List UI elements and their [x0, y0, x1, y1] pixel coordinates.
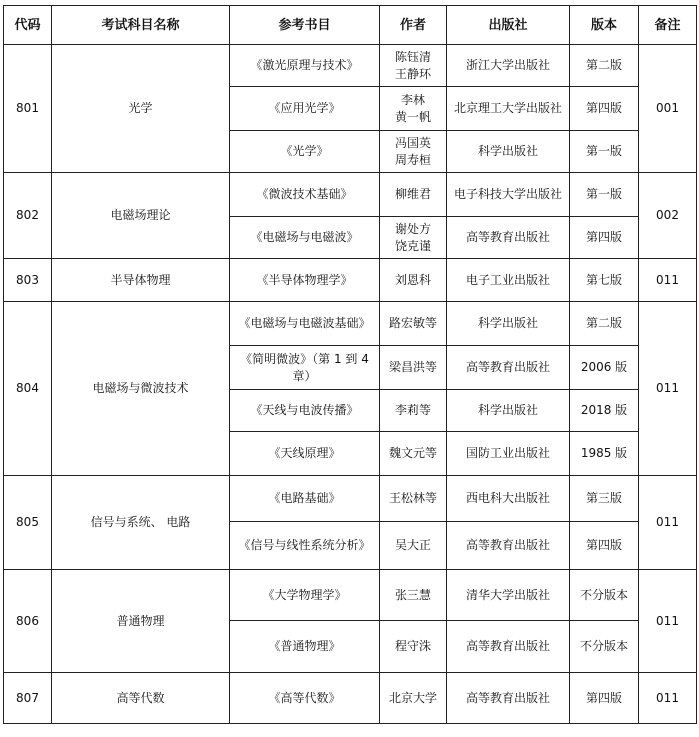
- exam-code: 802: [4, 173, 52, 259]
- header-subject: 考试科目名称: [52, 6, 230, 45]
- book-publisher: 高等教育出版社: [447, 217, 570, 259]
- header-row: [4, 6, 697, 45]
- table-row: [4, 173, 697, 217]
- exam-code: 801: [4, 45, 52, 173]
- exam-note: 001: [639, 45, 697, 173]
- book-author: 张三慧: [380, 570, 447, 621]
- book-title: 《普通物理》: [230, 621, 380, 673]
- book-publisher: 科学出版社: [447, 390, 570, 432]
- exam-subject: 信号与系统、 电路: [52, 476, 230, 570]
- exam-bibliography-table: [3, 5, 697, 724]
- exam-subject: 电磁场理论: [52, 173, 230, 259]
- book-title: 《激光原理与技术》: [230, 45, 380, 87]
- book-publisher: 科学出版社: [447, 131, 570, 173]
- book-edition: 第二版: [570, 302, 639, 346]
- book-edition: 第二版: [570, 45, 639, 87]
- book-author: 李莉等: [380, 390, 447, 432]
- exam-subject: 电磁场与微波技术: [52, 302, 230, 476]
- book-author: 吴大正: [380, 522, 447, 570]
- book-publisher: 电子工业出版社: [447, 259, 570, 302]
- exam-note: 011: [639, 570, 697, 673]
- exam-note: 011: [639, 302, 697, 476]
- book-title: 《微波技术基础》: [230, 173, 380, 217]
- exam-code: 804: [4, 302, 52, 476]
- book-author: 冯国英 周寿桓: [380, 131, 447, 173]
- book-author: 程守洙: [380, 621, 447, 673]
- book-publisher: 高等教育出版社: [447, 673, 570, 724]
- book-publisher: 国防工业出版社: [447, 432, 570, 476]
- book-edition: 2018 版: [570, 390, 639, 432]
- exam-subject: 光学: [52, 45, 230, 173]
- book-author: 谢处方 饶克谨: [380, 217, 447, 259]
- book-publisher: 清华大学出版社: [447, 570, 570, 621]
- book-author: 王松林等: [380, 476, 447, 522]
- exam-note: 011: [639, 259, 697, 302]
- book-author: 路宏敏等: [380, 302, 447, 346]
- book-edition: 1985 版: [570, 432, 639, 476]
- exam-note: 002: [639, 173, 697, 259]
- table-row: [4, 476, 697, 522]
- book-publisher: 电子科技大学出版社: [447, 173, 570, 217]
- book-author: 北京大学: [380, 673, 447, 724]
- header-book: 参考书目: [230, 6, 380, 45]
- book-edition: 第四版: [570, 217, 639, 259]
- book-publisher: 浙江大学出版社: [447, 45, 570, 87]
- book-title: 《高等代数》: [230, 673, 380, 724]
- exam-code: 805: [4, 476, 52, 570]
- table-row: [4, 570, 697, 621]
- book-title: 《大学物理学》: [230, 570, 380, 621]
- book-author: 陈钰清 王静环: [380, 45, 447, 87]
- book-title: 《天线原理》: [230, 432, 380, 476]
- book-edition: 第四版: [570, 673, 639, 724]
- book-title: 《半导体物理学》: [230, 259, 380, 302]
- header-publisher: 出版社: [447, 6, 570, 45]
- book-publisher: 科学出版社: [447, 302, 570, 346]
- exam-code: 806: [4, 570, 52, 673]
- book-title: 《电磁场与电磁波基础》: [230, 302, 380, 346]
- book-publisher: 西电科大出版社: [447, 476, 570, 522]
- table-row: [4, 259, 697, 302]
- book-title: 《光学》: [230, 131, 380, 173]
- exam-note: 011: [639, 673, 697, 724]
- exam-subject: 高等代数: [52, 673, 230, 724]
- book-edition: 第一版: [570, 131, 639, 173]
- exam-code: 807: [4, 673, 52, 724]
- book-title: 《简明微波》（第 1 到 4 章）: [230, 346, 380, 390]
- book-author: 魏文元等: [380, 432, 447, 476]
- book-author: 梁昌洪等: [380, 346, 447, 390]
- exam-subject: 半导体物理: [52, 259, 230, 302]
- header-code: 代码: [4, 6, 52, 45]
- book-edition: 第四版: [570, 87, 639, 131]
- exam-subject: 普通物理: [52, 570, 230, 673]
- book-edition: 第四版: [570, 522, 639, 570]
- book-title: 《电磁场与电磁波》: [230, 217, 380, 259]
- book-author: 刘恩科: [380, 259, 447, 302]
- exam-note: 011: [639, 476, 697, 570]
- book-edition: 不分版本: [570, 570, 639, 621]
- book-edition: 不分版本: [570, 621, 639, 673]
- exam-code: 803: [4, 259, 52, 302]
- book-publisher: 高等教育出版社: [447, 346, 570, 390]
- book-title: 《天线与电波传播》: [230, 390, 380, 432]
- book-title: 《信号与线性系统分析》: [230, 522, 380, 570]
- table-row: [4, 45, 697, 87]
- book-publisher: 高等教育出版社: [447, 621, 570, 673]
- header-edition: 版本: [570, 6, 639, 45]
- book-title: 《应用光学》: [230, 87, 380, 131]
- book-publisher: 高等教育出版社: [447, 522, 570, 570]
- table-row: [4, 673, 697, 724]
- book-edition: 2006 版: [570, 346, 639, 390]
- header-note: 备注: [639, 6, 697, 45]
- book-title: 《电路基础》: [230, 476, 380, 522]
- table-row: [4, 302, 697, 346]
- book-author: 李林 黄一帆: [380, 87, 447, 131]
- book-edition: 第七版: [570, 259, 639, 302]
- book-publisher: 北京理工大学出版社: [447, 87, 570, 131]
- book-edition: 第三版: [570, 476, 639, 522]
- book-author: 柳维君: [380, 173, 447, 217]
- book-edition: 第一版: [570, 173, 639, 217]
- header-author: 作者: [380, 6, 447, 45]
